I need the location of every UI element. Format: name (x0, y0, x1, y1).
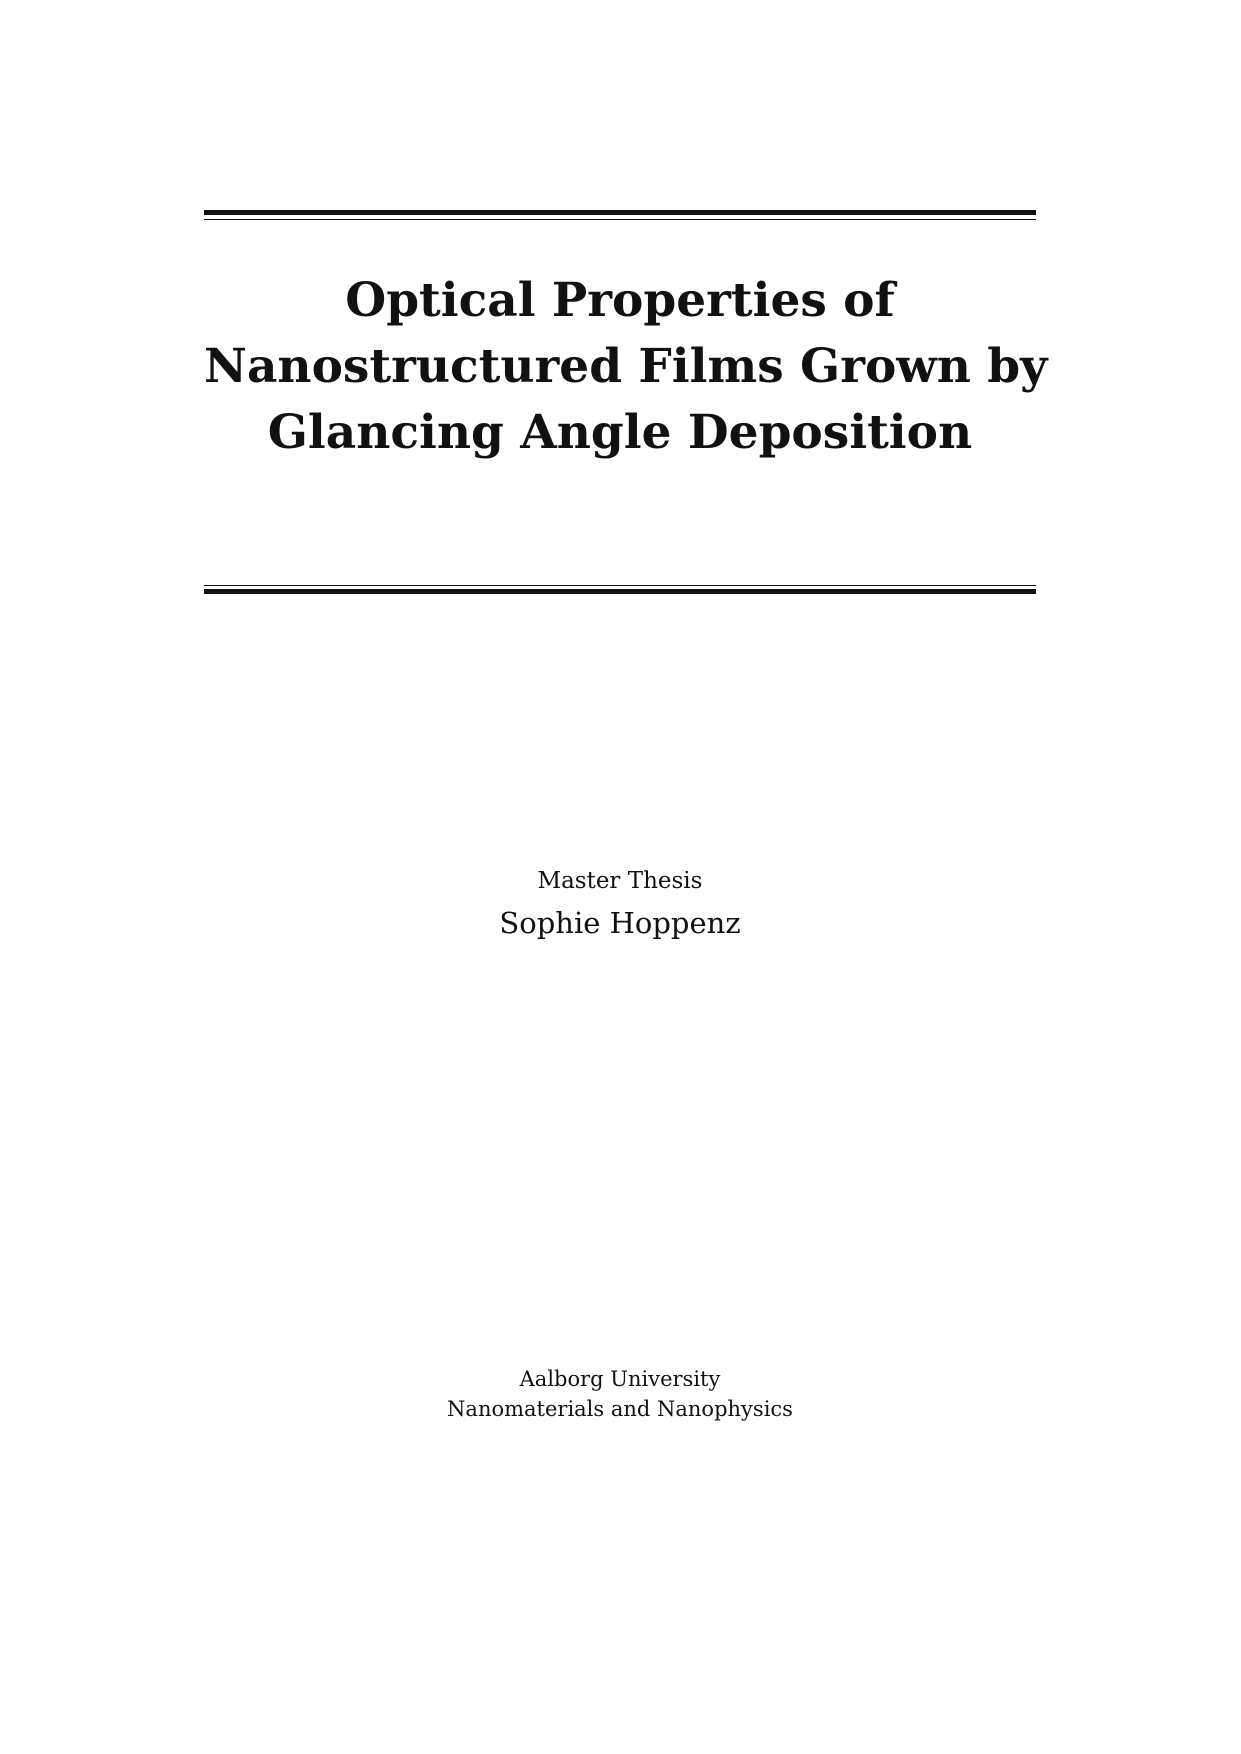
title-line-2: Nanostructured Films Grown by (204, 339, 1048, 394)
title-line-3: Glancing Angle Deposition (267, 405, 973, 460)
university-name: Aalborg University (519, 1367, 721, 1391)
author-name: Sophie Hoppenz (499, 906, 741, 940)
thesis-type: Master Thesis (537, 868, 703, 894)
department-name: Nanomaterials and Nanophysics (447, 1397, 793, 1421)
title-line-1: Optical Properties of (345, 273, 895, 328)
thesis-title (204, 268, 1048, 466)
bottom-rule-thick (204, 589, 1036, 594)
top-rule-thick (204, 210, 1036, 215)
bottom-rule-thin (204, 585, 1036, 586)
top-rule-thin (204, 219, 1036, 220)
